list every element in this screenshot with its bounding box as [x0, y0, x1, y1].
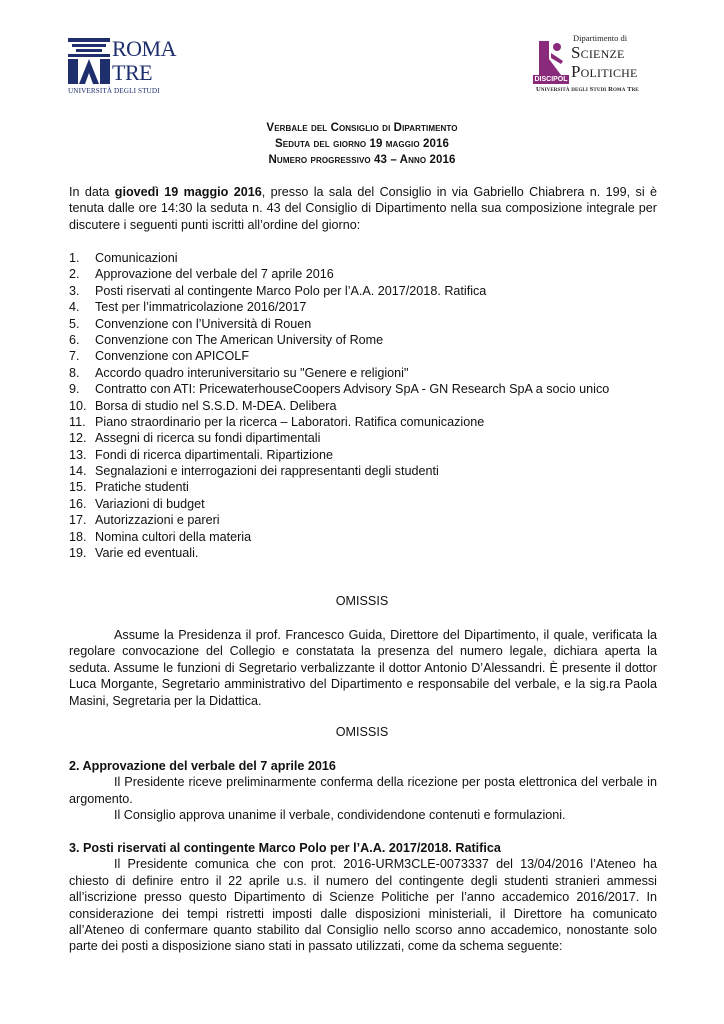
agenda-item-text: Contratto con ATI: PricewaterhouseCoopers Advisory SpA - GN Research SpA a socio unico [95, 382, 610, 397]
omissis-marker: OMISSIS [335, 725, 389, 739]
agenda-item [69, 348, 657, 364]
roma-tre-logo [68, 38, 178, 98]
scienze-word: Scienze [571, 43, 625, 62]
agenda-item [69, 365, 657, 381]
omissis-marker: OMISSIS [335, 594, 389, 608]
department-university-label: Università degli Studi Roma Tre [536, 86, 639, 93]
agenda-item-text: Fondi di ricerca dipartimentali. Ripartizione [95, 447, 333, 462]
section-2-title: 2. Approvazione del verbale del 7 aprile 2016 [69, 759, 336, 773]
agenda-item-text: Approvazione del verbale del 7 aprile 2016 [95, 267, 334, 282]
agenda-item [69, 529, 657, 545]
agenda-item [69, 545, 657, 561]
agenda-item-number: 13. [69, 447, 87, 462]
agenda-item-number: 11. [69, 414, 86, 429]
agenda-item [69, 250, 657, 266]
agenda-item [69, 512, 657, 528]
agenda-item [69, 463, 657, 479]
intro-text-start: In data [69, 185, 115, 199]
agenda-item-text: Autorizzazioni e pareri [95, 513, 220, 528]
intro-text-end: , presso la sala del Consiglio in via Gabriello Chiabrera n. 199, si è tenuta dalle ore 14:30 la seduta n. 43 del Consiglio di Dipartimento nella sua composizione integrale per discutere i seguenti punti iscritti all’ordine del giorno: [69, 185, 657, 232]
agenda-item-number: 16. [69, 496, 87, 511]
section-2-paragraph-1: Il Presidente riceve preliminarmente conferma della ricezione per posta elettronica del verbale in argomento. [69, 775, 657, 806]
agenda-item-text: Pratiche studenti [95, 480, 189, 495]
agenda-item-number: 14. [69, 464, 87, 479]
agenda-item-text: Variazioni di budget [95, 496, 205, 511]
agenda-item [69, 479, 657, 495]
agenda-item-number: 8. [69, 365, 80, 380]
agenda-item-number: 19. [69, 546, 87, 561]
agenda-item-text: Posti riservati al contingente Marco Polo per l’A.A. 2017/2018. Ratifica [95, 283, 487, 298]
agenda-item-number: 17. [69, 513, 87, 528]
agenda-item [69, 496, 657, 512]
agenda-item [69, 266, 657, 282]
title-line-2: Seduta del giorno 19 maggio 2016 [275, 138, 449, 150]
section-3 [69, 840, 657, 955]
agenda-item-number: 4. [69, 300, 80, 315]
agenda-item-text: Piano straordinario per la ricerca – Laboratori. Ratifica comunicazione [95, 414, 485, 429]
agenda-item [69, 414, 657, 430]
agenda-item-text: Convenzione con APICOLF [95, 349, 250, 364]
intro-paragraph [69, 184, 657, 233]
agenda-item-text: Varie ed eventuali. [95, 546, 199, 561]
title-line-3: Numero progressivo 43 – Anno 2016 [268, 154, 456, 166]
roma-tre-emblem-icon [68, 38, 110, 88]
agenda-item-number: 2. [69, 267, 80, 282]
agenda-item [69, 398, 657, 414]
document-title [0, 120, 724, 168]
department-logo [533, 33, 663, 98]
agenda-item [69, 447, 657, 463]
agenda-item-number: 12. [69, 431, 87, 446]
agenda-item [69, 283, 657, 299]
agenda-item-text: Assegni di ricerca su fondi dipartimentali [95, 431, 321, 446]
agenda-item-number: 15. [69, 480, 87, 495]
agenda-item [69, 299, 657, 315]
department-of-label: Dipartimento di [573, 33, 628, 43]
discipol-figure-icon [533, 37, 569, 77]
agenda-list [69, 250, 657, 561]
agenda-item-text: Nomina cultori della materia [95, 529, 252, 544]
agenda-item [69, 381, 657, 397]
agenda-item [69, 430, 657, 446]
discipol-badge: DISCIPOL [534, 76, 568, 83]
politiche-word: Politiche [571, 62, 638, 81]
section-2 [69, 758, 657, 824]
roma-word: ROMA [112, 36, 177, 61]
agenda-item-text: Test per l’immatricolazione 2016/2017 [95, 300, 307, 315]
presidency-paragraph: Assume la Presidenza il prof. Francesco Guida, Direttore del Dipartimento, il quale, verificata la regolare convocazione del Collegio e constatata la presenza del numero legale, dichiara aperta la seduta. Assume le funzioni di Segretario verbalizzante il dottor Antonio D’Alessandri. È presente il dottor Luca Morgante, Segretario amministrativo del Dipartimento e responsabile del verbale, e la sig.ra Paola Masini, Segretaria per la Didattica. [69, 628, 657, 708]
section-2-paragraph-2: Il Consiglio approva unanime il verbale, condividendone contenuti e formulazioni. [114, 808, 566, 823]
agenda-item-number: 1. [69, 251, 80, 265]
intro-date: giovedì 19 maggio 2016 [114, 185, 262, 199]
roma-tre-subtitle: UNIVERSITÀ DEGLI STUDI [68, 87, 160, 95]
agenda-item-number: 18. [69, 529, 87, 544]
agenda-item-number: 10. [69, 398, 87, 413]
agenda-item-text: Convenzione con l’Università di Rouen [95, 316, 312, 331]
agenda-item-text: Segnalazioni e interrogazioni dei rappresentanti degli studenti [95, 464, 439, 479]
agenda-item-number: 3. [69, 283, 80, 298]
section-3-title: 3. Posti riservati al contingente Marco Polo per l’A.A. 2017/2018. Ratifica [69, 841, 501, 855]
agenda-item-number: 5. [69, 316, 80, 331]
agenda-item [69, 332, 657, 348]
section-3-paragraph-1: Il Presidente comunica che con prot. 2016-URM3CLE-0073337 del 13/04/2016 l’Ateneo ha chiesto di definire entro il 22 aprile u.s. il numero del contingente degli studenti stranieri ammessi all’iscrizione presso questo Dipartimento di Scienze Politiche per l’anno accademico 2016/2017. In considerazione dei tempi ristretti imposti dalle disposizioni ministeriali, il Direttore ha comunicato all’Ateneo di confermare quanto stabilito dal Consiglio nello scorso anno accademico, nonostante solo parte dei posti a disposizione siano stati in passato utilizzati, come da schema seguente: [69, 857, 657, 954]
tre-word: TRE [112, 60, 153, 85]
agenda-item-number: 7. [69, 349, 80, 364]
agenda-item-text: Accordo quadro interuniversitario su "Genere e religioni" [95, 365, 409, 380]
agenda-item-text: Borsa di studio nel S.S.D. M-DEA. Delibera [95, 398, 337, 413]
agenda-item-number: 6. [69, 332, 80, 347]
agenda-item-number: 9. [69, 382, 80, 397]
title-line-1: Verbale del Consiglio di Dipartimento [266, 122, 458, 134]
agenda-item-text: Comunicazioni [95, 251, 178, 265]
agenda-item-text: Convenzione con The American University of Rome [95, 332, 384, 347]
agenda-item [69, 316, 657, 332]
